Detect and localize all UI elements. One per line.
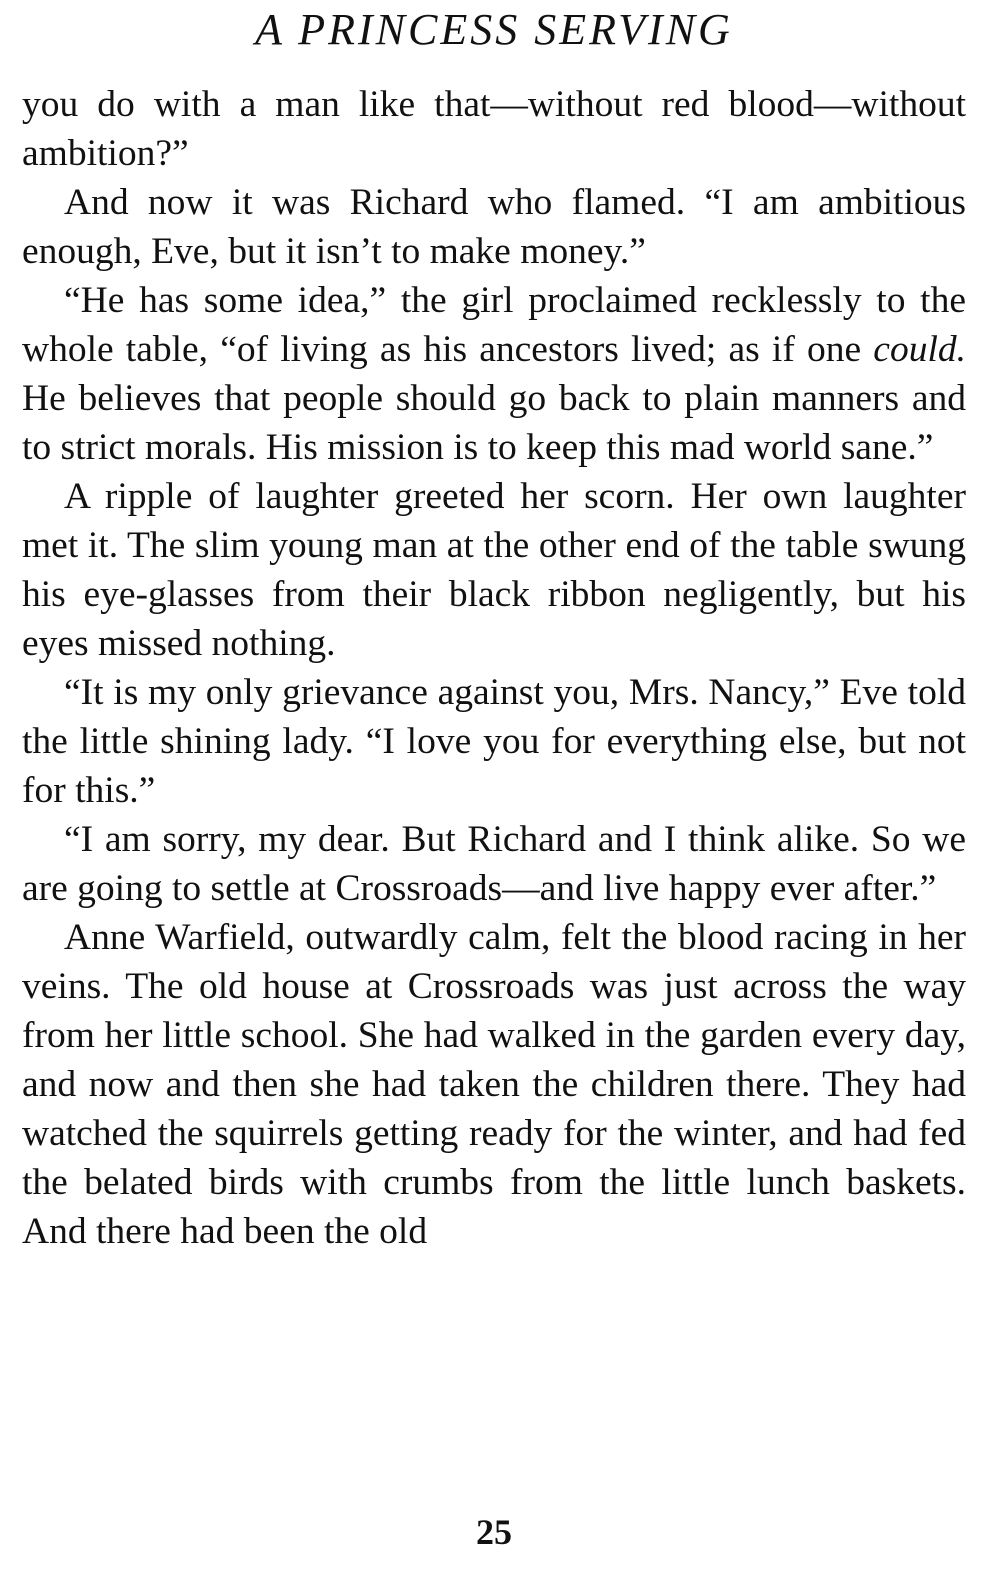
paragraph-3-after: He believes that people should go back to plain manners and to strict morals. His mission is to keep this mad world sane.”	[22, 378, 966, 468]
paragraph-3-before: “He has some idea,” the girl proclaimed recklessly to the whole table, “of living as his ancestors lived; as if one	[22, 280, 966, 370]
paragraph-3	[22, 276, 966, 472]
book-page	[22, 0, 966, 1575]
running-head: A PRINCESS SERVING	[255, 5, 733, 54]
paragraph-2: And now it was Richard who flamed. “I am ambitious enough, Eve, but it isn’t to make money.”	[22, 182, 966, 272]
paragraph-1: you do with a man like that—without red blood—without ambition?”	[22, 84, 966, 174]
body-text	[22, 80, 966, 1256]
emphasized-word: could.	[873, 329, 966, 370]
paragraph-4: A ripple of laughter greeted her scorn. Her own laughter met it. The slim young man at the other end of the table swung his eye-glasses from their black ribbon negligently, but his eyes missed nothing.	[22, 476, 966, 664]
page-number: 25	[476, 1512, 512, 1552]
paragraph-6: “I am sorry, my dear. But Richard and I think alike. So we are going to settle at Crossroads—and live happy ever after.”	[22, 819, 966, 909]
paragraph-7: Anne Warfield, outwardly calm, felt the blood racing in her veins. The old house at Crossroads was just across the way from her little school. She had walked in the garden every day, and now and then she had taken the children there. They had watched the squirrels getting ready for the winter, and had fed the belated birds with crumbs from the little lunch baskets. And there had been the old	[22, 917, 966, 1252]
paragraph-5: “It is my only grievance against you, Mrs. Nancy,” Eve told the little shining lady. “I love you for everything else, but not for this.”	[22, 672, 966, 811]
